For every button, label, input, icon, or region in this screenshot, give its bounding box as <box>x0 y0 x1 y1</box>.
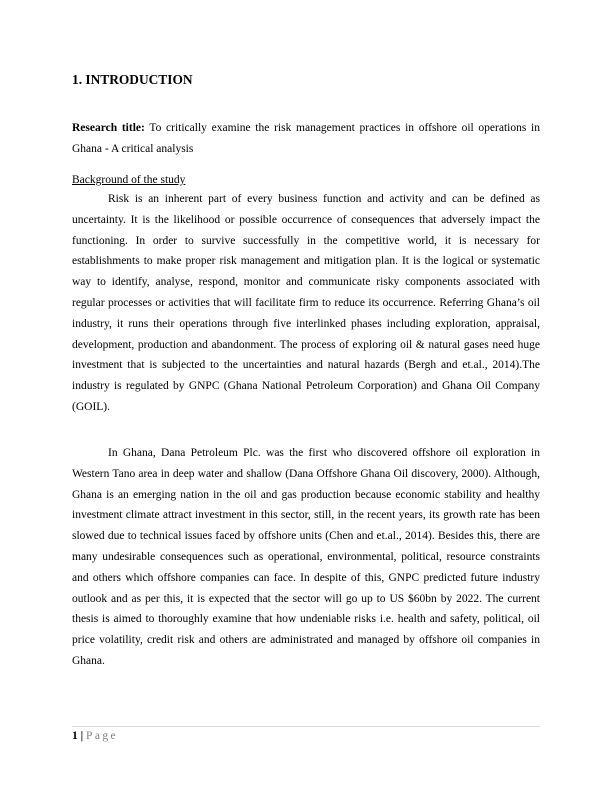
page-word: Page <box>86 730 119 742</box>
background-paragraph-2: In Ghana, Dana Petroleum Plc. was the first who discovered offshore oil exploration in Western Tano area in deep water and shallow (Dana Offshore Ghana Oil discovery, 2000). Although, Ghana is an emerging nation in the oil and gas production because economic stability and healthy investment climate attract investment in this sector, still, in the recent years, its growth rate has been slowed due to technical issues faced by offshore units (Chen and et.al., 2014). Besides this, there are many undesirable consequences such as operational, environmental, political, resource constraints and others which offshore companies can face. In despite of this, GNPC predicted future industry outlook and as per this, it is expected that the sector will go up to US $60bn by 2022. The current thesis is aimed to thoroughly examine that how undeniable risks i.e. health and safety, political, oil price volatility, credit risk and others are administrated and managed by offshore oil companies in Ghana. <box>72 447 540 667</box>
background-heading: Background of the study <box>72 174 186 186</box>
section-heading: 1. INTRODUCTION <box>72 72 193 87</box>
footer-separator: | <box>77 730 87 742</box>
research-title <box>72 118 540 160</box>
research-title-label: Research title: <box>72 122 145 134</box>
page-footer <box>72 729 118 743</box>
background-paragraph-1: Risk is an inherent part of every business function and activity and can be defined as uncertainty. It is the likelihood or possible occurrence of consequences that adversely impact the functioning. In order to survive successfully in the competitive world, it is necessary for establishments to make proper risk management and mitigation plan. It is the logical or systematic way to identify, analyse, respond, monitor and communicate risky components associated with regular processes or activities that will facilitate firm to reduce its occurrence. Referring Ghana’s oil industry, it runs their operations through five interlinked phases including exploration, appraisal, development, production and abandonment. The process of exploring oil & natural gases need huge investment that is subjected to the uncertainties and natural hazards (Bergh and et.al., 2014).The industry is regulated by GNPC (Ghana National Petroleum Corporation) and Ghana Oil Company (GOIL). <box>72 193 540 413</box>
page-number: 1 <box>72 730 78 742</box>
footer-divider <box>72 726 540 727</box>
research-title-text: To critically examine the risk management practices in offshore oil operations in Ghana - A critical analysis <box>72 122 540 155</box>
